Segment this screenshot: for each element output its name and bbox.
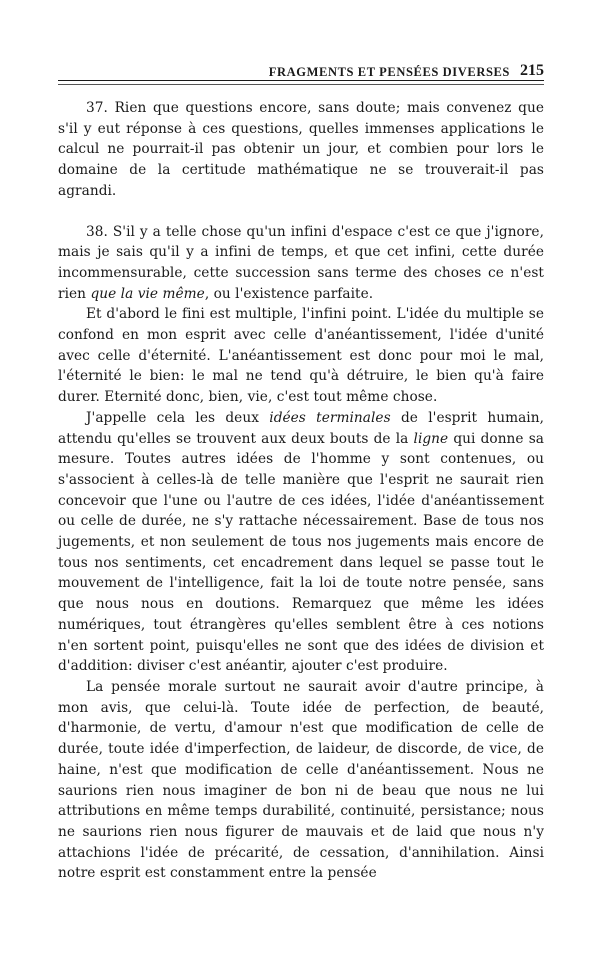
paragraph-text: Et d'abord le fini est multiple, l'infini point. L'idée du multiple se confond en mon esprit avec celle d'anéantissement, l'idée d'unité avec celle d'éternité. L'anéantissement est donc pour moi le mal, l'éternité le bien: le mal ne tend qu'à détruire, le bien qu'à faire durer. Eternité donc, bien, vie, c'est tout même chose.: [58, 306, 544, 406]
paragraph-38-idees-terminales: [58, 408, 544, 677]
paragraph-38-pensee-morale: [58, 677, 544, 884]
paragraph-text: 37. Rien que questions encore, sans doute; mais convenez que s'il y eut réponse à ces questions, quelles immenses applications le calcul ne pourrait-il pas obtenir un jour, et combien pour lors le domaine de la certitude mathématique ne se trouverait-il pas agrandi.: [58, 100, 544, 199]
paragraph-text-start: J'appelle cela les deux: [86, 409, 270, 426]
paragraph-38: [58, 222, 544, 305]
running-head: [58, 60, 544, 80]
italic-phrase: idées terminales: [269, 409, 391, 426]
paragraph-text-middle: de l'esprit humain, attendu qu'elles se trouvent aux deux bouts de la: [58, 409, 544, 447]
paragraph-37: [58, 98, 544, 202]
italic-word: ligne: [413, 430, 449, 447]
page-number: 215: [520, 62, 544, 79]
paragraph-38-fini: [58, 304, 544, 408]
header-rule: [58, 80, 544, 81]
paragraph-text-end: qui donne sa mesure. Toutes autres idées de l'homme y sont contenues, ou s'associent à celles-là de telle manière que l'esprit ne saurait rien concevoir que l'une ou l'autre de ces idées, l'idée d'anéantissement ou celle de durée, ne s'y rattache nécessairement. Base de tous nos jugements, et non seulement de tous nos jugements mais encore de tous nos sentiments, cet encadrement dans lequel se passe tout le mouvement de l'intelligence, fait la loi de toute notre pensée, sans que nous nous en doutions. Remarquez que même les idées numériques, tout étrangères qu'elles semblent être à ces notions n'en sortent point, puisqu'elles ne sont que des idées de division et d'addition: diviser c'est anéantir, ajouter c'est produire.: [58, 430, 545, 675]
paragraph-text: La pensée morale surtout ne saurait avoir d'autre principe, à mon avis, que celui-là. Toute idée de perfection, de beauté, d'harmonie, de vertu, d'amour n'est que modification de celle de durée, toute idée d'imperfection, de laideur, de discorde, de vice, de haine, n'est que modification de celle d'anéantissement. Nous ne saurions rien nous imaginer de bon ni de beau que nous ne lui attributions en même temps durabilité, continuité, persistance; nous ne saurions rien nous figurer de mauvais et de laid que nous n'y attachions l'idée de précarité, de cessation, d'annihilation. Ainsi notre esprit est constamment entre la pensée: [58, 678, 544, 882]
italic-phrase: que la vie même: [90, 285, 205, 302]
body-text: [58, 98, 544, 884]
paragraph-text-start: 38. S'il y a telle chose qu'un infini d'espace c'est ce que j'ignore, mais je sais qu'il y a infini de temps, et que cet infini, cette durée incommensurable, cette succession sans terme des choses ce n'est rien: [58, 223, 544, 302]
book-page: [58, 0, 544, 964]
paragraph-text-end: , ou l'existence parfaite.: [204, 285, 374, 302]
running-title: FRAGMENTS ET PENSÉES DIVERSES: [268, 65, 510, 79]
header-rule-thin: [58, 84, 544, 85]
